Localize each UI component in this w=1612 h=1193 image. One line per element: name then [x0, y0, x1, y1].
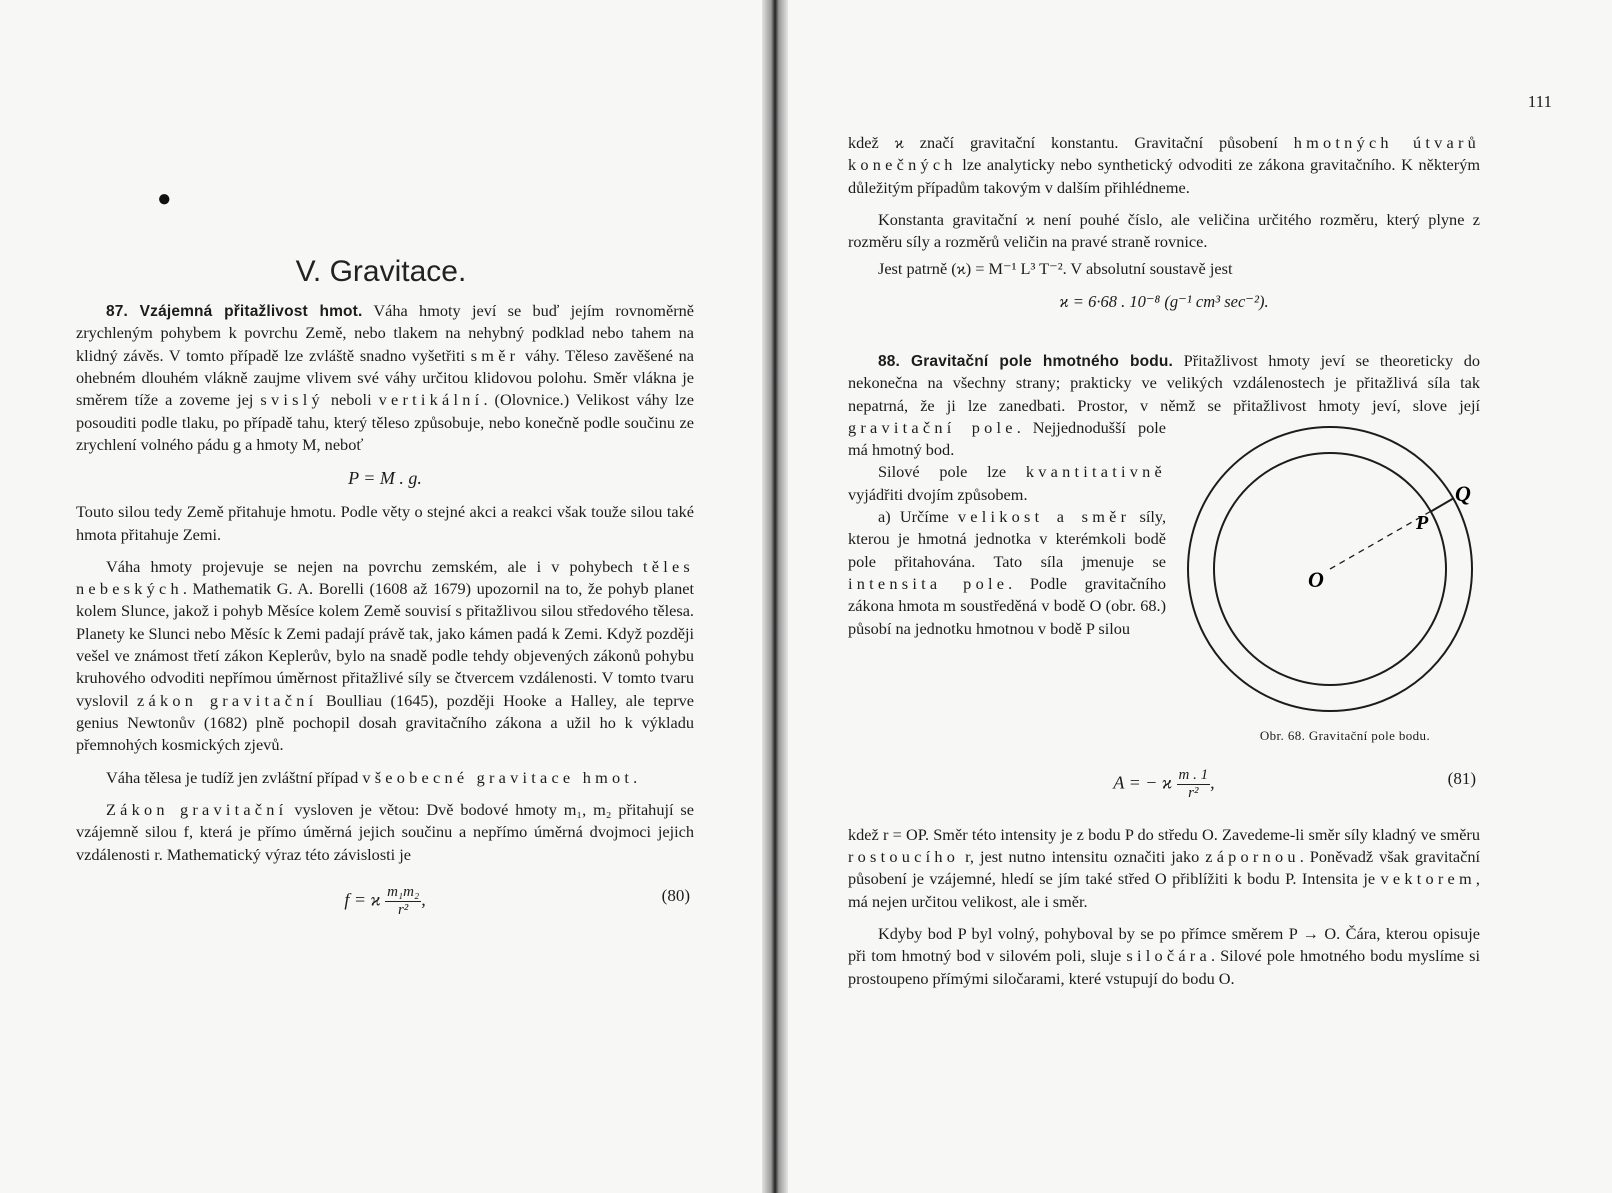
fig-label-Q: Q	[1455, 480, 1471, 506]
right-page	[788, 0, 1612, 1193]
gravitational-field-diagram	[1180, 419, 1480, 719]
section-88	[848, 350, 1480, 751]
fig-label-P: P	[1416, 511, 1429, 534]
figure-caption: Obr. 68. Gravitační pole bodu.	[1259, 727, 1431, 743]
right-text-column	[848, 132, 1480, 990]
page-number: 111	[1527, 92, 1552, 111]
paragraph: Jest patrně (ϰ) = M⁻¹ L³ T⁻². V absolutní soustavě jest	[878, 258, 1233, 278]
left-text-column	[76, 300, 694, 931]
sec88-title: 88. Gravitační pole hmotného bodu.	[878, 352, 1174, 370]
paragraph: Touto silou tedy Země přitahuje hmotu. Podle věty o stejné akci a reakci však touže silou také hmota přitahuje Zemi.	[76, 502, 694, 544]
paragraph: kdež ϰ značí gravitační konstantu. Gravitační působení hmotných útvarů konečných lze analyticky nebo synthetický odvoditi ze zákona gravitačního. K některým důležitým případům takovým v dalším přihlédneme.	[848, 133, 1480, 197]
equation-number: (80)	[661, 885, 690, 905]
paragraph: Zákon gravitační vysloven je větou: Dvě bodové hmoty m₁, m₂ přitahují se vzájemně silou f, která je přímo úměrná jejich součinu a nepřímo úměrná dvojmoci jejich vzdálenosti r. Mathematický výraz této závislosti je	[76, 799, 694, 864]
chapter-title: V. Gravitace.	[295, 255, 467, 288]
fig-label-O: O	[1308, 566, 1324, 592]
sec87-title: 87. Vzájemná přitažlivost hmot.	[106, 303, 363, 320]
book-gutter	[762, 0, 788, 1193]
paragraph: Kdyby bod P byl volný, pohyboval by se po přímce směrem P → O. Čára, kterou opisuje při tom hmotný bod v silovém poli, sluje siločára. Silové pole hmotného bodu myslíme si prostoupeno přímými siločarami, které vstupují do bodu O.	[848, 924, 1480, 988]
radius-line-PQ	[1430, 498, 1454, 512]
paragraph: Váha hmoty projevuje se nejen na povrchu zemském, ale i v pohybech těles nebeských. Mathematik G. A. Borelli (1608 až 1679) upozornil na to, že pohyb planet kolem Slunce, jakož i pohyb Měsíce kolem Země souvisí s přitažlivou silou středového tělesa. Planety ke Slunci nebo Měsíc k Zemi padají právě tak, jako kámen padá k Zemi. Když později vešel ve známost třetí zákon Keplerův, bylo na snadě podle tehdy objevených zákonů pohybu kruhového odvoditi nepřímou úměrnost přitažlivé síly se čtvercem vzdálenosti. V tomto tvaru vyslovil zákon gravitační Boulliau (1645), později Hooke a Halley, ale teprve genius Newtonův (1682) plně pochopil dosah gravitačního zákona a užil ho k výkladu přemnohých kosmických zjevů.	[76, 556, 694, 755]
equation-81: A = − ϰ $\frac{m . 1}{\text{r²}}$ , (81)	[1113, 766, 1476, 801]
equation-80: f = ϰ $\frac{\text{m₁m₂}}{\text{r²}}$ , (80)	[344, 883, 690, 918]
paragraph: kdež r = OP. Směr této intensity je z bodu P do středu O. Zavedeme-li směr síly kladný ve směru rostoucího r, jest nutno intensitu označiti jako zápornou. Poněvadž však gravitační působení je vzájemné, hledí se jím také střed O přiblížiti k bodu P. Intensita je vektorem, má nejen určitou velikost, ale i směr.	[848, 824, 1481, 911]
ink-dot: ●	[157, 186, 172, 212]
equation-constant: ϰ = 6·68 . 10⁻⁸ (g⁻¹ cm³ sec⁻²).	[1059, 291, 1269, 311]
paragraph: Váha tělesa je tudíž jen zvláštní případ všeobecné gravitace hmot.	[106, 767, 638, 787]
sec87-paragraph: 87. Vzájemná přitažlivost hmot. Váha hmoty jeví se buď jejím rovnoměrně zrychleným pohybem k povrchu Země, nebo tlakem na nehybný podklad nebo tahem na klidný závěs. V tomto případě lze zvláště snadno vyšetřiti směr váhy. Těleso zavěšené na ohebném dlouhém vlákně zaujme vlivem své váhy určitou klidovou polohu. Směr vlákna je směrem tíže a zoveme jej svislý neboli vertikální. (Olovnice.) Velikost váhy lze posouditi podle tlaku, po případě tahu, který těleso způsobuje, nebo konečně podle součinu ze zrychlení volného pádu g a hmoty M, neboť	[76, 301, 694, 454]
equation-number: (81)	[1447, 768, 1476, 788]
paragraph: Silové pole lze kvantitativně vyjádřiti dvojím způsobem.	[848, 462, 1166, 504]
left-page	[0, 0, 762, 1193]
equation-weight: P = M . g.	[348, 468, 422, 489]
paragraph: Konstanta gravitační ϰ není pouhé číslo, ale veličina určitého rozměru, který plyne z rozměru síly a rozměrů veličin na pravé straně rovnice.	[848, 209, 1480, 252]
paragraph: a) Určíme velikost a směr síly, kterou je hmotná jednotka v kterémkoli bodě pole přitahována. Tato síla jmenuje se intensita pole. Podle gravitačního zákona hmota m soustředěná v bodě O (obr. 68.) působí na jednotku hmotnou v bodě P silou	[848, 507, 1167, 638]
sec88-paragraph: 88. Gravitační pole hmotného bodu. Přitažlivost hmoty jeví se theoreticky do nekonečna na všechny strany; prakticky ve velikých vzdálenostech je přitažlivá síla tak nepatrná, že ji lze zanedbati. Prostor, v němž se přitažlivost hmoty jeví, slove její O P Q Obr. 68. Gravitační pole bodu. gravitační pole. Nejjednodušší pole má hmotný bod.	[848, 350, 1481, 743]
figure-68	[1180, 419, 1480, 745]
